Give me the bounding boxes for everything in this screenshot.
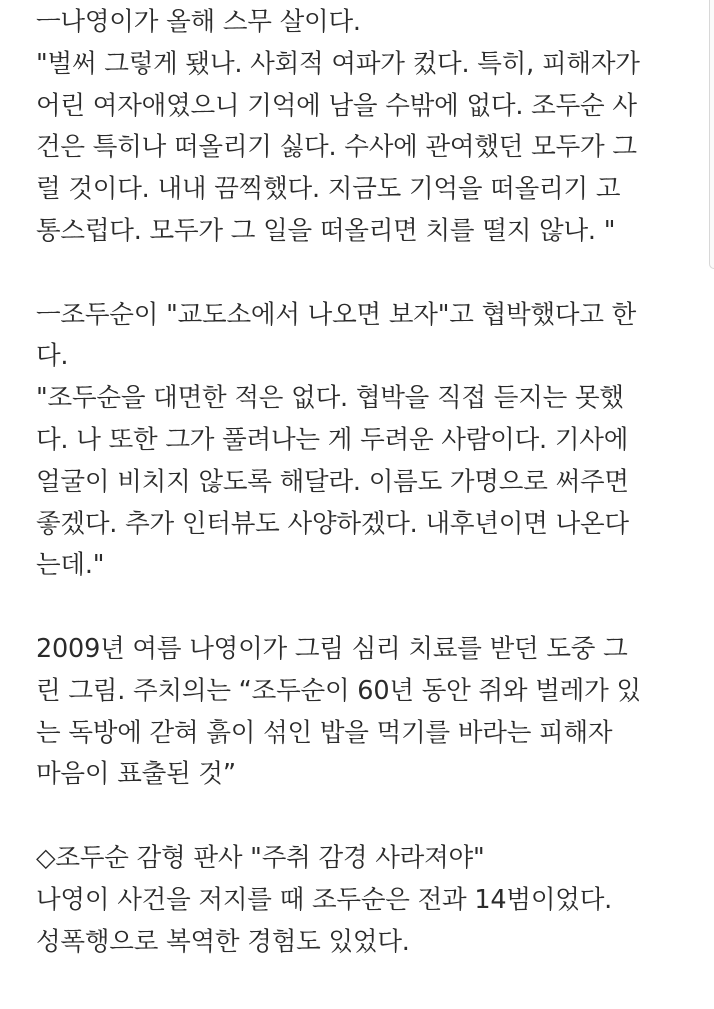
paragraph-question [36, 295, 698, 379]
text-line: 린 그림. 주치의는 “조두순이 60년 동안 쥐와 벌레가 있 [36, 675, 641, 706]
text-line: 좋겠다. 추가 인터뷰도 사양하겠다. 내후년이면 나온다 [36, 508, 629, 539]
text-line: ㅡ조두순이 "교도소에서 나오면 보자"고 협박했다고 한 [36, 299, 637, 330]
paragraph-section [36, 838, 698, 963]
text-line: "조두순을 대면한 적은 없다. 협박을 직접 듣지는 못했 [36, 383, 624, 414]
article-body [36, 0, 698, 963]
text-line: 성폭행으로 복역한 경험도 있었다. [36, 926, 410, 957]
section-heading: ◇조두순 감형 판사 "주취 감경 사라져야" [36, 842, 485, 873]
paragraph-question [36, 2, 698, 44]
text-line: 마음이 표출된 것” [36, 759, 236, 790]
text-line: "벌써 그렇게 됐나. 사회적 여파가 컸다. 특히, 피해자가 [36, 48, 640, 79]
text-line: 럴 것이다. 내내 끔찍했다. 지금도 기억을 떠올리기 고 [36, 174, 621, 205]
paragraph-answer [36, 378, 698, 587]
text-line: 2009년 여름 나영이가 그림 심리 치료를 받던 도중 그 [36, 633, 628, 664]
text-line: 어린 여자애였으니 기억에 남을 수밖에 없다. 조두순 사 [36, 90, 637, 121]
text-line: 다. [36, 341, 69, 372]
text-line: ㅡ나영이가 올해 스무 살이다. [36, 7, 361, 37]
paragraph-gap [36, 253, 698, 295]
text-line: 얼굴이 비치지 않도록 해달라. 이름도 가명으로 써주면 [36, 466, 629, 497]
scrollbar[interactable] [709, 0, 714, 270]
text-line: 다. 나 또한 그가 풀려나는 게 두려운 사람이다. 기사에 [36, 424, 629, 455]
text-line: 는데." [36, 550, 105, 581]
text-line: 통스럽다. 모두가 그 일을 떠올리면 치를 떨지 않나. " [36, 215, 616, 246]
paragraph-gap [36, 796, 698, 838]
paragraph-caption [36, 629, 698, 796]
scrollbar-thumb[interactable] [709, 0, 714, 269]
paragraph-answer [36, 44, 698, 253]
paragraph-gap [36, 587, 698, 629]
text-line: 나영이 사건을 저지를 때 조두순은 전과 14범이었다. [36, 884, 613, 915]
text-line: 는 독방에 갇혀 흙이 섞인 밥을 먹기를 바라는 피해자 [36, 717, 613, 748]
text-line: 건은 특히나 떠올리기 싫다. 수사에 관여했던 모두가 그 [36, 132, 637, 163]
